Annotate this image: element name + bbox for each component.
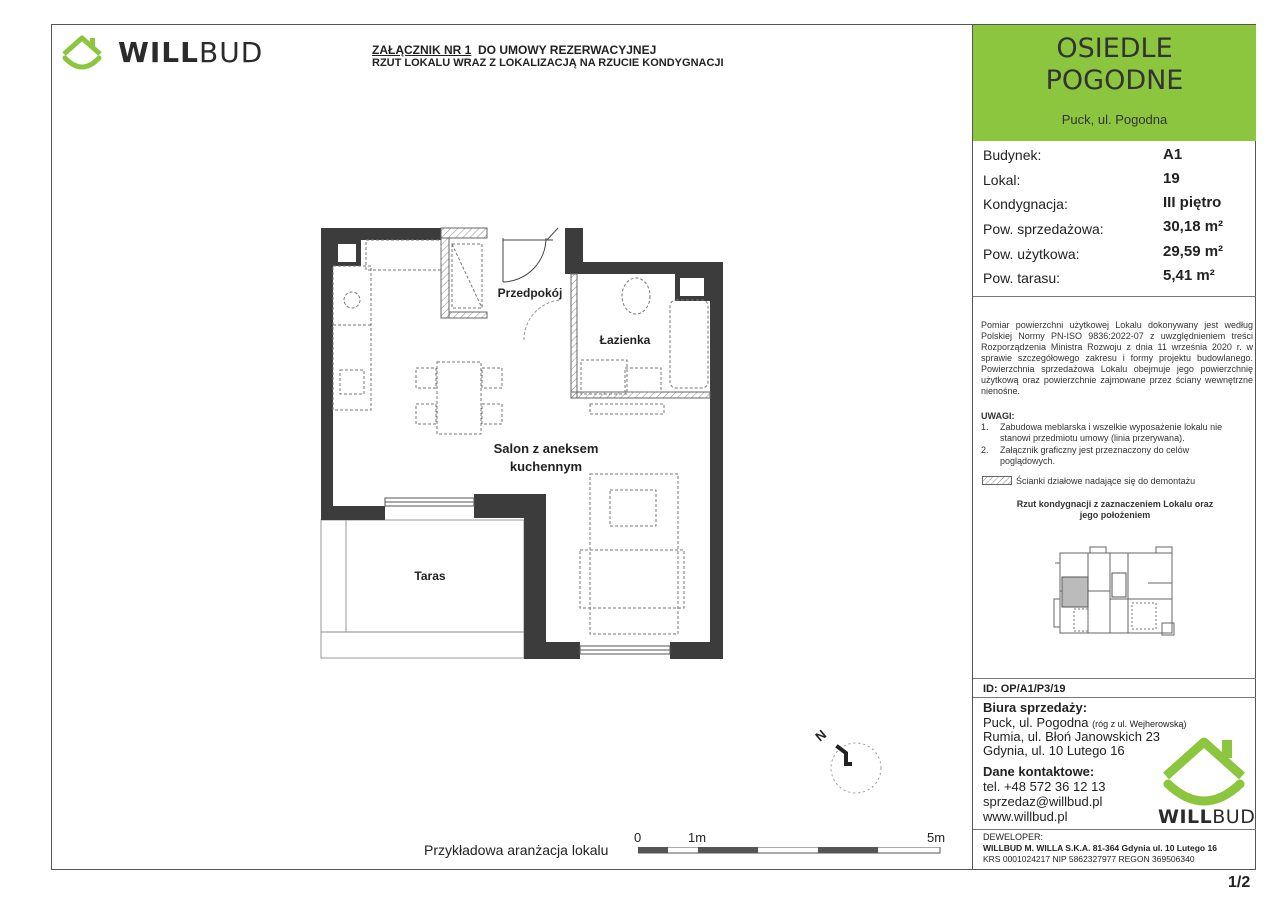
scale-bar	[638, 847, 948, 855]
willbud-logo-large	[1154, 726, 1254, 830]
project-name-line1: OSIEDLE	[1056, 33, 1173, 64]
compass-north-label: N	[812, 726, 830, 745]
room-living-label: Salon z aneksem kuchennym	[493, 441, 599, 474]
contact-title: Dane kontaktowe:	[983, 764, 1095, 779]
room-hall-label: Przedpokój	[497, 286, 563, 300]
hatch-legend-icon	[982, 476, 1012, 485]
sales-office-gdynia: Gdynia, ul. 10 Lutego 16	[983, 743, 1125, 758]
sales-offices-title: Biura sprzedaży:	[983, 700, 1088, 715]
contact-email[interactable]: sprzedaz@willbud.pl	[983, 794, 1103, 809]
project-name-line2: POGODNE	[1045, 65, 1184, 96]
header-line1	[372, 43, 656, 57]
room-terrace-label: Taras	[414, 569, 446, 583]
logo-large-light: BUD	[1212, 806, 1256, 828]
note-1-text: Zabudowa meblarska i wszelkie wyposażenie lokalu nie stanowi przedmiotu umowy (linia przerywana).	[1000, 422, 1223, 443]
scale-zero: 0	[634, 830, 642, 845]
detail-value-terrace-area: 5,41 m²	[1163, 267, 1215, 284]
sales-office-rumia: Rumia, ul. Błoń Janowskich 23	[983, 729, 1161, 744]
house-logo-icon	[60, 32, 104, 76]
logo-bold: WILL	[118, 36, 199, 69]
compass	[810, 728, 890, 798]
entrance-door	[503, 228, 558, 282]
detail-label-floor: Kondygnacja:	[983, 196, 1068, 212]
house-logo-icon	[1154, 726, 1254, 806]
project-address: Puck, ul. Pogodna	[1061, 112, 1168, 127]
dining-table	[416, 362, 502, 434]
detail-label-building: Budynek:	[983, 147, 1042, 163]
detail-value-unit: 19	[1163, 170, 1180, 187]
detail-label-terrace-area: Pow. tarasu:	[983, 270, 1061, 286]
developer-ids: KRS 0001024217 NIP 5862327977 REGON 369506340	[983, 854, 1195, 864]
note-2-text: Załącznik graficzny jest przeznaczony do celów poglądowych.	[1000, 445, 1190, 466]
project-banner	[973, 25, 1256, 141]
divider	[973, 296, 1256, 297]
detail-label-usable-area: Pow. użytkowa:	[983, 246, 1080, 262]
notes-title: UWAGI:	[981, 411, 1015, 421]
location-plan-unit-highlight	[1062, 577, 1088, 607]
location-title: Rzut kondygnacji z zaznaczeniem Lokalu oraz jego położeniem	[1016, 499, 1214, 520]
location-plan	[1050, 543, 1180, 639]
note-1-num: 1.	[981, 422, 989, 432]
detail-label-unit: Lokal:	[983, 172, 1021, 188]
detail-value-usable-area: 29,59 m²	[1163, 243, 1224, 260]
developer-label: DEWELOPER:	[983, 832, 1044, 842]
scale-one: 1m	[688, 830, 707, 845]
kitchen-furniture	[333, 240, 441, 410]
detail-label-sales-area: Pow. sprzedażowa:	[983, 221, 1104, 237]
contact-website[interactable]: www.willbud.pl	[983, 809, 1068, 824]
detail-value-building: A1	[1163, 146, 1183, 163]
page-number: 1/2	[1228, 874, 1251, 891]
developer-name: WILLBUD M. WILLA S.K.A. 81-364 Gdynia ul. 10 Lutego 16	[983, 843, 1217, 853]
sales-office-puck-address: Puck, ul. Pogodna	[983, 715, 1089, 730]
hatch-legend-label: Ścianki działowe nadające się do demontażu	[1016, 476, 1196, 486]
unit-id: ID: OP/A1/P3/19	[983, 683, 1066, 695]
willbud-logo	[60, 32, 264, 76]
header-line2: RZUT LOKALU WRAZ Z LOKALIZACJĄ NA RZUCIE KONDYGNACJI	[372, 57, 724, 69]
measurement-note: Pomiar powierzchni użytkowej Lokalu dokonywany jest według Polskiej Normy PN-ISO 9836:2022-07 z uwzględnieniem treści Rozporządzenia Ministra Rozwoju z dnia 11 września 2020 r. w sprawie szczegółowego zakresu i formy projektu budowlanego. Powierzchnia sprzedażowa Lokalu obejmuje jego powierzchnię użytkową oraz powierzchnie zajmowane przez ściany wewnętrzne nienośne.	[981, 320, 1253, 396]
detail-value-floor: III piętro	[1163, 194, 1222, 211]
scale-five: 5m	[927, 830, 946, 845]
logo-light: BUD	[199, 36, 264, 69]
divider	[973, 829, 1256, 830]
contact-phone[interactable]: tel. +48 572 36 12 13	[983, 779, 1106, 794]
divider	[973, 697, 1256, 698]
note-2-num: 2.	[981, 445, 989, 455]
detail-value-sales-area: 30,18 m²	[1163, 218, 1224, 235]
header-annex: ZAŁĄCZNIK NR 1	[372, 43, 472, 57]
logo-large-bold: WILL	[1158, 806, 1213, 828]
terrace-area	[321, 520, 524, 658]
living-furniture	[580, 474, 684, 634]
header-agreement: DO UMOWY REZERWACYJNEJ	[478, 43, 657, 57]
room-bathroom-label: Łazienka	[599, 333, 651, 347]
scale-caption: Przykładowa aranżacja lokalu	[424, 842, 609, 858]
sales-office-puck-note: (róg z ul. Wejherowską)	[1092, 719, 1187, 729]
divider	[973, 678, 1256, 679]
